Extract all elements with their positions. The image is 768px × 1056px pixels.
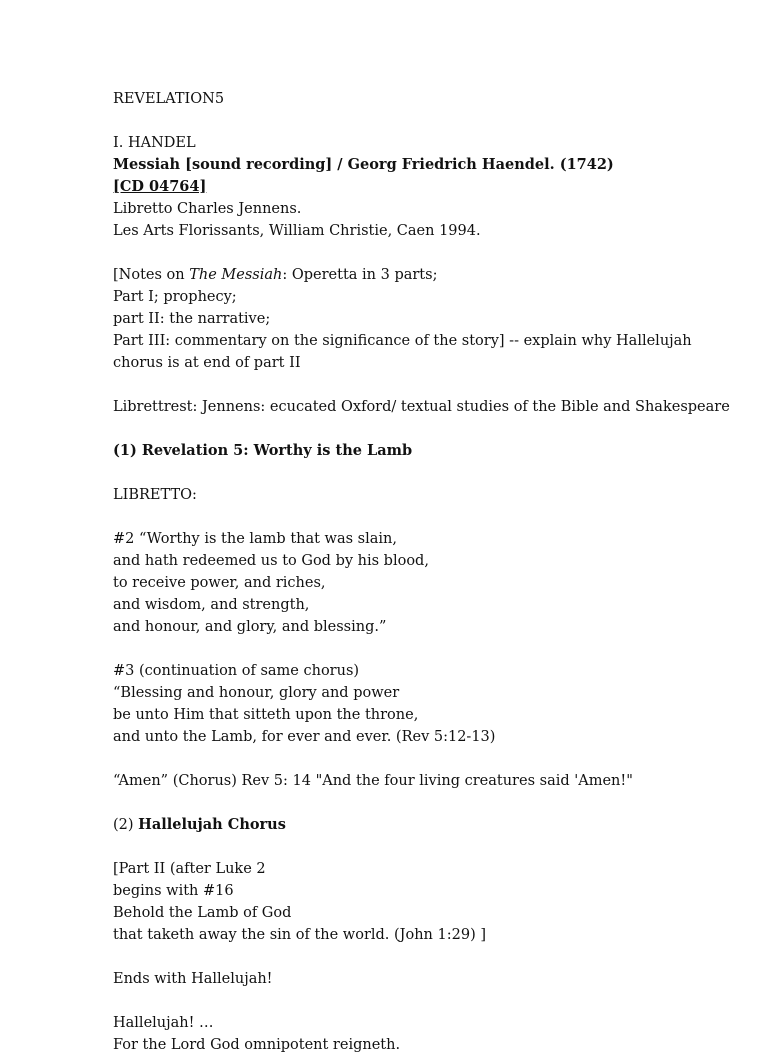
item2-heading-line bbox=[113, 814, 733, 836]
item2-heading: Hallelujah Chorus bbox=[138, 816, 286, 833]
notes-suffix: : Operetta in 3 parts; bbox=[282, 267, 438, 283]
recording-title: Messiah [sound recording] / Georg Friedrich Haendel. (1742) bbox=[113, 156, 614, 173]
notes-first-line bbox=[113, 264, 733, 286]
notes-line: part II: the narrative; bbox=[113, 311, 271, 327]
call-number: [CD 04764] bbox=[113, 178, 207, 195]
section-heading: I. HANDEL bbox=[113, 135, 196, 151]
ends-with-line: Ends with Hallelujah! bbox=[113, 971, 273, 987]
verse3-line: be unto Him that sitteth upon the throne, bbox=[113, 707, 419, 723]
part2-line: begins with #16 bbox=[113, 883, 234, 899]
verse2-line: and honour, and glory, and blessing.” bbox=[113, 619, 387, 635]
closing-line: For the Lord God omnipotent reigneth. bbox=[113, 1037, 401, 1053]
part2-line: [Part II (after Luke 2 bbox=[113, 861, 266, 877]
part2-line: Behold the Lamb of God bbox=[113, 905, 292, 921]
notes-line: chorus is at end of part II bbox=[113, 355, 301, 371]
item2-number: (2) bbox=[113, 817, 139, 833]
verse3-line: #3 (continuation of same chorus) bbox=[113, 663, 360, 679]
verse3-line: and unto the Lamb, for ever and ever. (Rev 5:12-13) bbox=[113, 729, 496, 745]
document-page bbox=[113, 88, 733, 1056]
libretto-label: LIBRETTO: bbox=[113, 487, 197, 503]
libretto-credit: Libretto Charles Jennens. bbox=[113, 201, 302, 217]
verse2-line: #2 “Worthy is the lamb that was slain, bbox=[113, 531, 397, 547]
notes-line: Part I; prophecy; bbox=[113, 289, 237, 305]
notes-work-title: The Messiah bbox=[189, 267, 283, 283]
item1-heading: (1) Revelation 5: Worthy is the Lamb bbox=[113, 442, 413, 459]
amen-line: “Amen” (Chorus) Rev 5: 14 "And the four living creatures said 'Amen!" bbox=[113, 773, 633, 789]
closing-line: Hallelujah! … bbox=[113, 1015, 214, 1031]
verse2-line: and wisdom, and strength, bbox=[113, 597, 310, 613]
part2-line: that taketh away the sin of the world. (John 1:29) ] bbox=[113, 927, 486, 943]
notes-line: Part III: commentary on the significance of the story] -- explain why Hallelujah bbox=[113, 333, 692, 349]
verse2-line: to receive power, and riches, bbox=[113, 575, 326, 591]
notes-prefix: [Notes on bbox=[113, 267, 190, 283]
document-title: REVELATION5 bbox=[113, 91, 225, 107]
librettist-note: Librettrest: Jennens: ecucated Oxford/ textual studies of the Bible and Shakespeare bbox=[113, 399, 730, 415]
performers-credit: Les Arts Florissants, William Christie, Caen 1994. bbox=[113, 223, 481, 239]
verse3-line: “Blessing and honour, glory and power bbox=[113, 685, 400, 701]
verse2-line: and hath redeemed us to God by his blood, bbox=[113, 553, 429, 569]
